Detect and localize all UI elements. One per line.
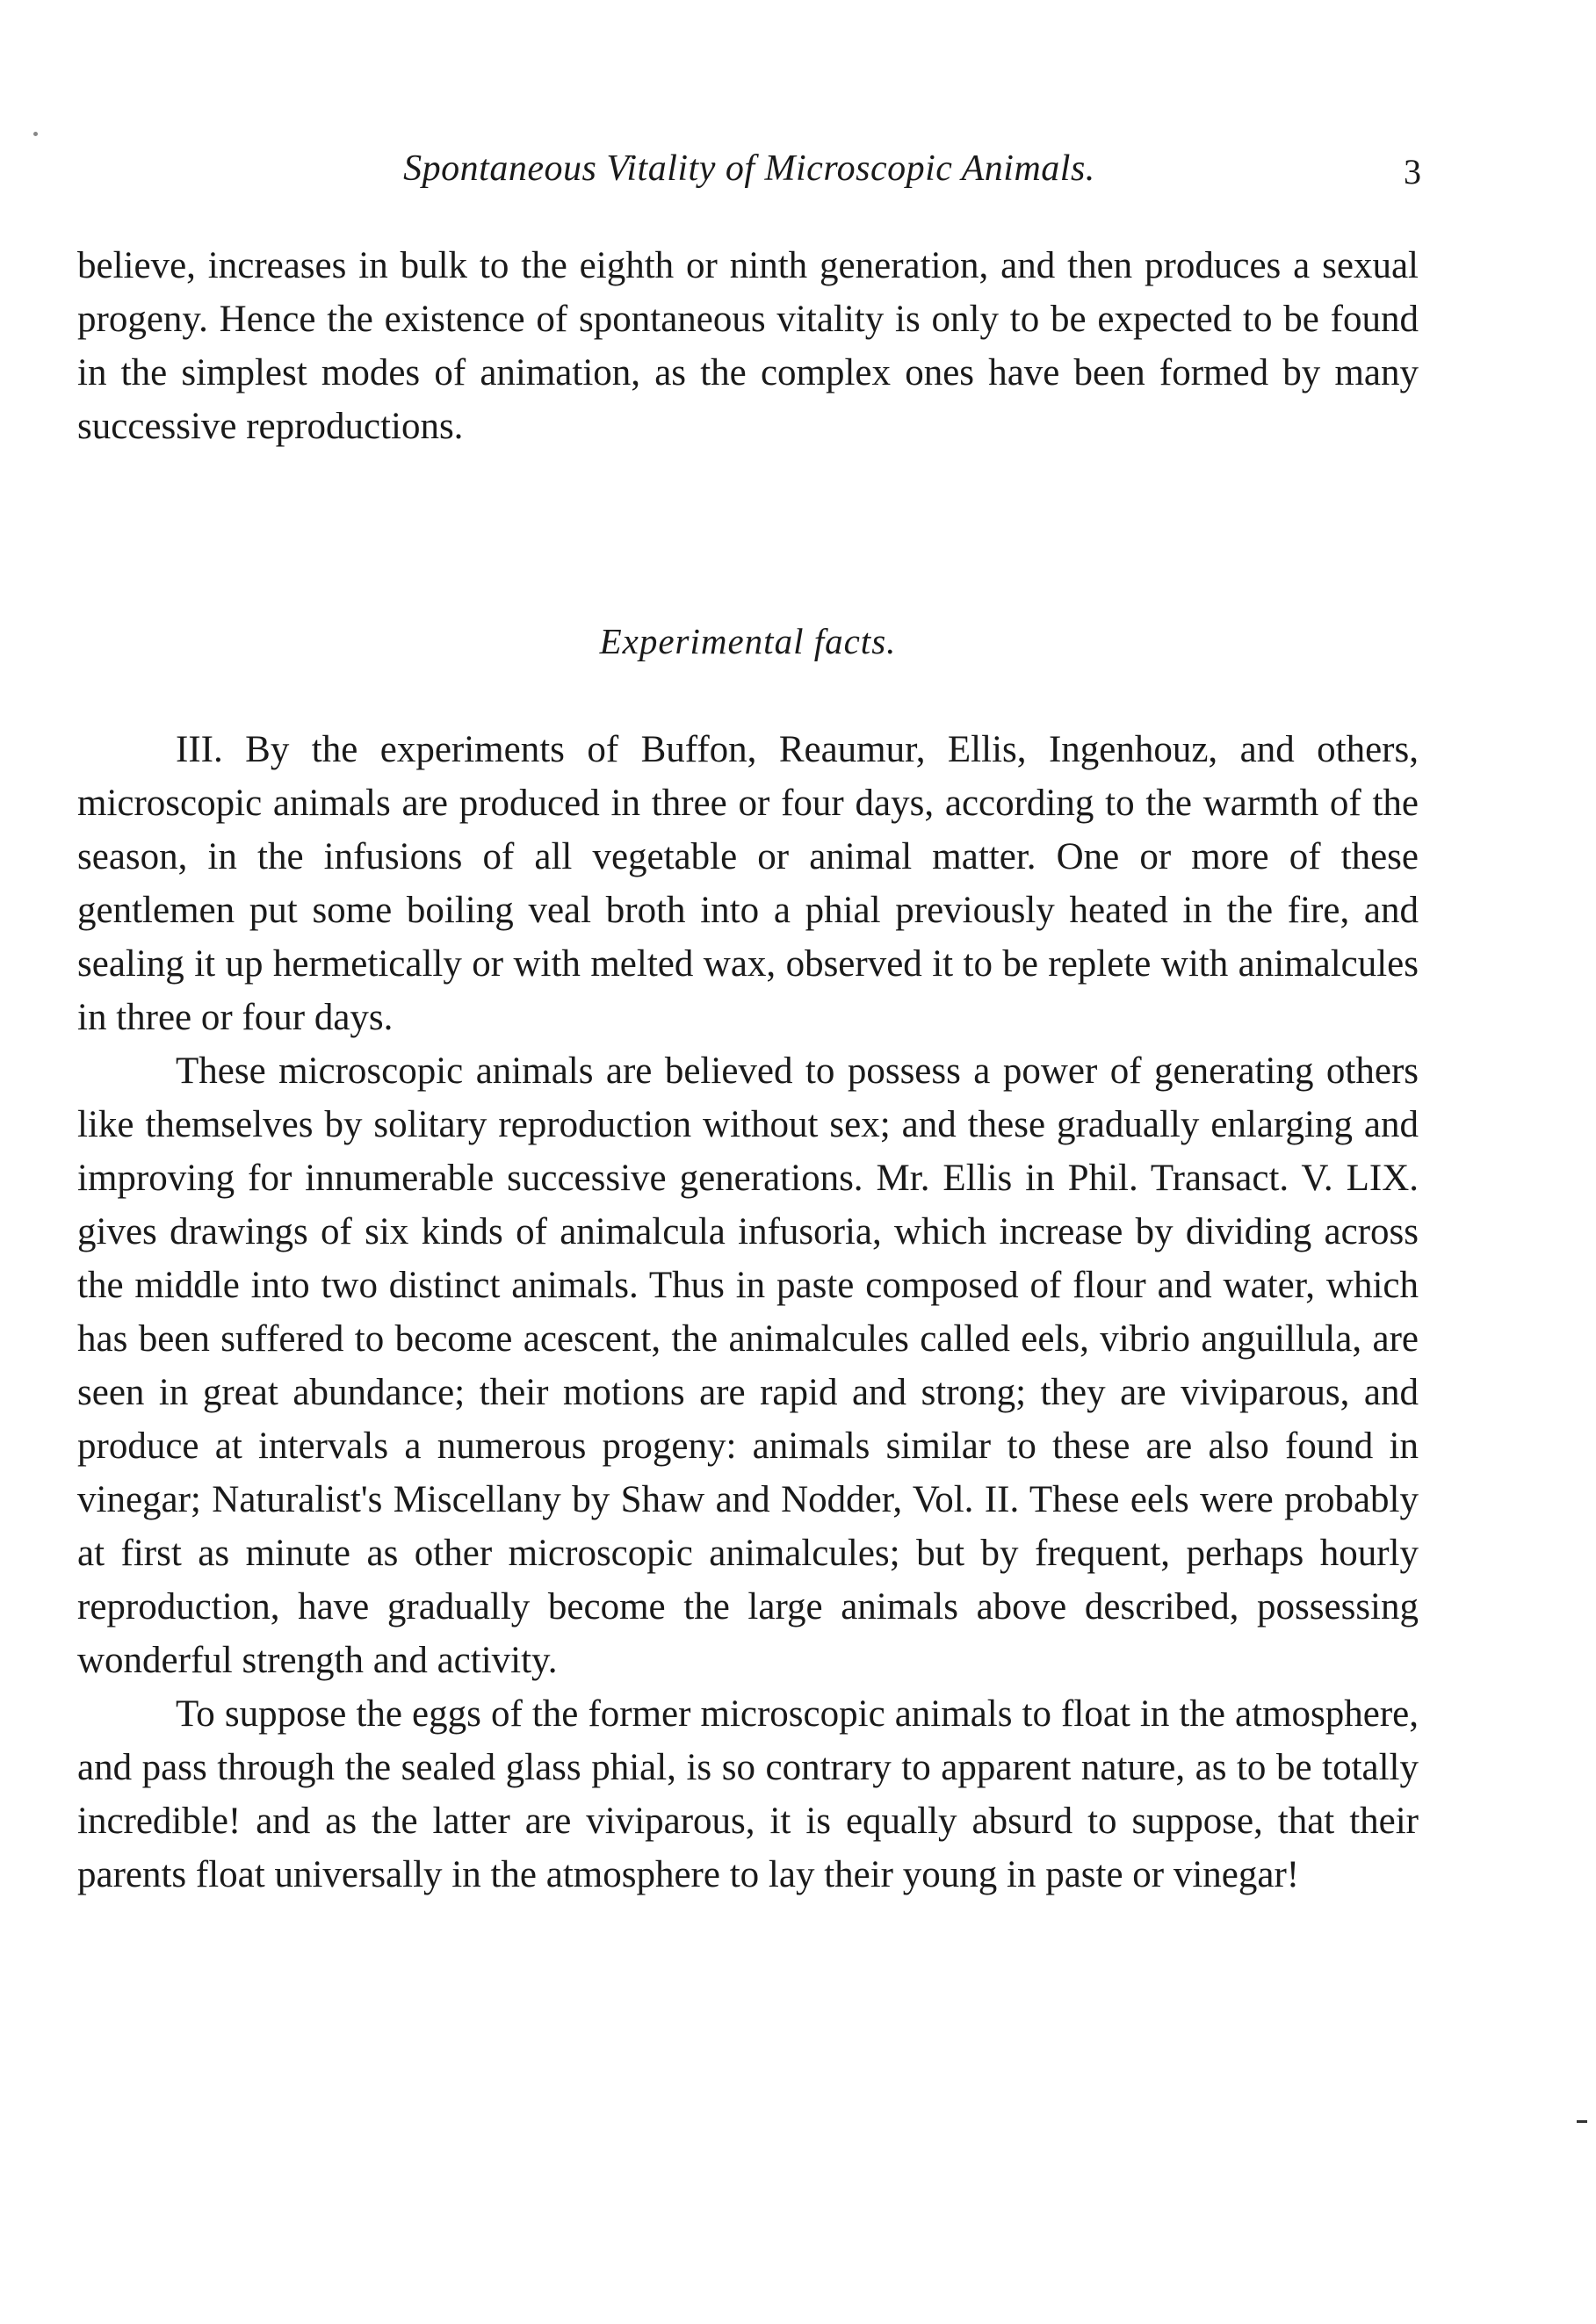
section-text-block (77, 723, 1419, 1902)
running-head (77, 148, 1421, 200)
page-number: 3 (1404, 152, 1421, 191)
margin-mark (1577, 2120, 1587, 2123)
intro-text-block (77, 239, 1419, 453)
section-heading: Experimental facts. (599, 621, 897, 661)
running-title: Spontaneous Vitality of Microscopic Animals. (403, 148, 1095, 189)
section-paragraph-1: III. By the experiments of Buffon, Reaumur, Ellis, Ingenhouz, and others, microscopic animals are produced in three or four days, according to the warmth of the season, in the infusions of all vegetable or animal matter. One or more of these gentlemen put some boiling veal broth into a phial previously heated in the fire, and sealing it up hermetically or with melted wax, observed it to be replete with animalcules in three or four days. (77, 729, 1419, 1038)
intro-paragraph: believe, increases in bulk to the eighth or ninth generation, and then produces a sexual progeny. Hence the existence of spontaneous vitality is only to be expected to be found in the simplest modes of animation, as the complex ones have been formed by many successive reproductions. (77, 245, 1419, 447)
section-paragraph-3: To suppose the eggs of the former microscopic animals to float in the atmosphere, and pass through the sealed glass phial, is so contrary to apparent nature, as to be totally incredible! and as the latter are viviparous, it is equally absurd to suppose, that their parents float universally in the atmosphere to lay their young in paste or vinegar! (77, 1693, 1419, 1895)
section-paragraph-2: These microscopic animals are believed to possess a power of generating others like themselves by solitary reproduction without sex; and these gradually enlarging and improving for innumerable successive generations. Mr. Ellis in Phil. Transact. V. LIX. gives drawings of six kinds of animalcula infusoria, which increase by dividing across the middle into two distinct animals. Thus in paste composed of flour and water, which has been suffered to become acescent, the animalcules called eels, vibrio anguillula, are seen in great abundance; their motions are rapid and strong; they are viviparous, and produce at intervals a numerous progeny: animals similar to these are also found in vinegar; Naturalist's Miscellany by Shaw and Nodder, Vol. II. These eels were probably at first as minute as other microscopic animalcules; but by frequent, perhaps hourly reproduction, have gradually become the large animals above described, possessing wonderful strength and activity. (77, 1050, 1419, 1681)
page-speck (33, 132, 38, 136)
